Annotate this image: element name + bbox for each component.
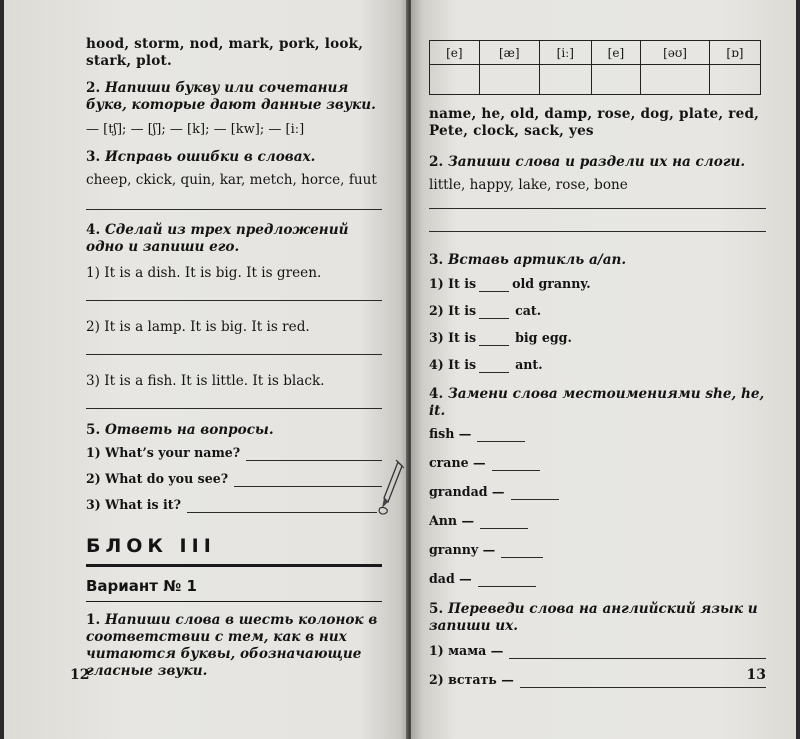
task-4-heading bbox=[429, 386, 766, 420]
task-number: 1. bbox=[86, 612, 101, 628]
pronoun-word: fish — bbox=[429, 426, 472, 441]
sound-item: — [iː] bbox=[268, 122, 304, 137]
sound-item: — [tʃ]; bbox=[86, 122, 126, 137]
phonetic-table bbox=[429, 40, 761, 95]
syllable-words: little, happy, lake, rose, bone bbox=[429, 177, 628, 193]
article-row bbox=[429, 303, 766, 319]
answer-cell[interactable] bbox=[479, 65, 539, 95]
article-blank[interactable] bbox=[479, 291, 509, 292]
task-1-heading bbox=[86, 612, 382, 680]
left-page bbox=[4, 0, 408, 739]
pronoun-word: Ann — bbox=[429, 513, 475, 528]
answer-line[interactable] bbox=[234, 486, 382, 487]
task-number: 3. bbox=[429, 252, 444, 268]
sound-item: — [kw]; bbox=[214, 122, 265, 137]
answer-cell[interactable] bbox=[641, 65, 710, 95]
task-text: Переведи слова на английский язык и запиши их. bbox=[429, 601, 758, 634]
task-text: Напиши слова в шесть колонок в соответствии с тем, как в них читаются буквы, обозначающие гласные звуки. bbox=[86, 612, 378, 679]
task-text: Вставь артикль a/an. bbox=[447, 252, 627, 268]
answer-line[interactable] bbox=[187, 512, 377, 513]
question-row bbox=[86, 445, 382, 461]
task-text: Напиши букву или сочетания букв, которые дают данные звуки. bbox=[86, 80, 376, 113]
article-blank[interactable] bbox=[479, 318, 509, 319]
task-number: 5. bbox=[429, 601, 444, 617]
phonetic-header-row bbox=[430, 41, 761, 65]
pronoun-word: dad — bbox=[429, 571, 472, 586]
answer-line[interactable] bbox=[86, 300, 382, 301]
pronoun-word: crane — bbox=[429, 455, 486, 470]
task-text: Запиши слова и раздели их на слоги. bbox=[447, 154, 746, 170]
article-prefix: 1) It is bbox=[429, 276, 477, 291]
task-number: 2. bbox=[86, 80, 101, 96]
phonetic-header: [e] bbox=[591, 41, 641, 65]
article-prefix: 2) It is bbox=[429, 303, 477, 318]
answer-line[interactable] bbox=[86, 408, 382, 409]
task-5-heading bbox=[86, 422, 382, 439]
task-text: Замени слова местоимениями she, he, it. bbox=[429, 386, 765, 419]
phonetic-answer-row bbox=[430, 65, 761, 95]
page-number: 12 bbox=[70, 667, 90, 683]
answer-line[interactable] bbox=[509, 658, 766, 659]
pencil-icon bbox=[376, 458, 406, 518]
article-blank[interactable] bbox=[479, 345, 509, 346]
sound-item: — [ʃ]; bbox=[131, 122, 166, 137]
phonetic-header: [æ] bbox=[479, 41, 539, 65]
answer-line[interactable] bbox=[429, 231, 766, 232]
pronoun-row bbox=[429, 426, 766, 442]
answer-line[interactable] bbox=[86, 209, 382, 210]
task-text: Сделай из трех предложений одно и запиши его. bbox=[86, 222, 349, 255]
task-2-heading bbox=[429, 154, 766, 171]
answer-cell[interactable] bbox=[591, 65, 641, 95]
pronoun-row bbox=[429, 484, 766, 500]
translate-row bbox=[429, 672, 766, 688]
question-text: 3) What is it? bbox=[86, 497, 182, 512]
pronoun-word: granny — bbox=[429, 542, 496, 557]
answer-cell[interactable] bbox=[709, 65, 760, 95]
answer-line[interactable] bbox=[480, 528, 528, 529]
misspelled-words: cheep, ckick, quin, kar, metch, horce, fuut bbox=[86, 172, 377, 188]
right-page bbox=[411, 0, 796, 739]
question-text: 2) What do you see? bbox=[86, 471, 229, 486]
phonetic-header: [iː] bbox=[539, 41, 591, 65]
pronoun-row bbox=[429, 513, 766, 529]
task-number: 2. bbox=[429, 154, 444, 170]
task-text: Ответь на вопросы. bbox=[104, 422, 274, 438]
answer-line[interactable] bbox=[86, 354, 382, 355]
article-suffix: old granny. bbox=[512, 276, 591, 291]
answer-line[interactable] bbox=[520, 687, 766, 688]
article-blank[interactable] bbox=[479, 372, 509, 373]
pronoun-word: grandad — bbox=[429, 484, 505, 499]
question-row bbox=[86, 471, 382, 487]
question-row bbox=[86, 497, 382, 513]
task-5-heading bbox=[429, 601, 766, 635]
task-number: 4. bbox=[429, 386, 444, 402]
question-text: 1) What’s your name? bbox=[86, 445, 241, 460]
sound-item: — [k]; bbox=[170, 122, 210, 137]
task-number: 3. bbox=[86, 149, 101, 165]
sentence-item: 1) It is a dish. It is big. It is green. bbox=[86, 265, 322, 281]
phonetic-header: [əʊ] bbox=[641, 41, 710, 65]
article-row bbox=[429, 330, 766, 346]
article-prefix: 4) It is bbox=[429, 357, 477, 372]
answer-cell[interactable] bbox=[430, 65, 480, 95]
block-title: БЛОК III bbox=[86, 535, 382, 567]
article-suffix: cat. bbox=[515, 303, 542, 318]
phonetic-header: [e] bbox=[430, 41, 480, 65]
phonetic-header: [ɒ] bbox=[709, 41, 760, 65]
task-3-heading bbox=[429, 252, 766, 269]
task-3-heading bbox=[86, 149, 382, 166]
pronoun-row bbox=[429, 455, 766, 471]
answer-line[interactable] bbox=[492, 470, 540, 471]
pronoun-row bbox=[429, 542, 766, 558]
page-number: 13 bbox=[746, 667, 766, 683]
task-4-heading bbox=[86, 222, 382, 256]
article-suffix: big egg. bbox=[515, 330, 572, 345]
task-number: 5. bbox=[86, 422, 101, 438]
variant-title: Вариант № 1 bbox=[86, 577, 382, 602]
intro-word-list: hood, storm, nod, mark, pork, look, stark, plot. bbox=[86, 36, 364, 69]
task-text: Исправь ошибки в словах. bbox=[104, 149, 316, 165]
translate-word: 1) мама — bbox=[429, 643, 504, 658]
pronoun-row bbox=[429, 571, 766, 587]
answer-line[interactable] bbox=[501, 557, 543, 558]
article-suffix: ant. bbox=[515, 357, 543, 372]
article-prefix: 3) It is bbox=[429, 330, 477, 345]
translate-word: 2) встать — bbox=[429, 672, 514, 687]
answer-line[interactable] bbox=[511, 499, 559, 500]
answer-line[interactable] bbox=[246, 460, 382, 461]
sort-word-list: name, he, old, damp, rose, dog, plate, red, Pete, clock, sack, yes bbox=[429, 106, 760, 139]
sentence-item: 3) It is a fish. It is little. It is black. bbox=[86, 373, 325, 389]
sound-list bbox=[86, 122, 382, 137]
answer-line[interactable] bbox=[478, 586, 536, 587]
answer-line[interactable] bbox=[477, 441, 525, 442]
answer-cell[interactable] bbox=[539, 65, 591, 95]
article-row bbox=[429, 276, 766, 292]
translate-row bbox=[429, 643, 766, 659]
task-2-heading bbox=[86, 80, 382, 114]
task-number: 4. bbox=[86, 222, 101, 238]
sentence-item: 2) It is a lamp. It is big. It is red. bbox=[86, 319, 310, 335]
answer-line[interactable] bbox=[429, 208, 766, 209]
article-row bbox=[429, 357, 766, 373]
